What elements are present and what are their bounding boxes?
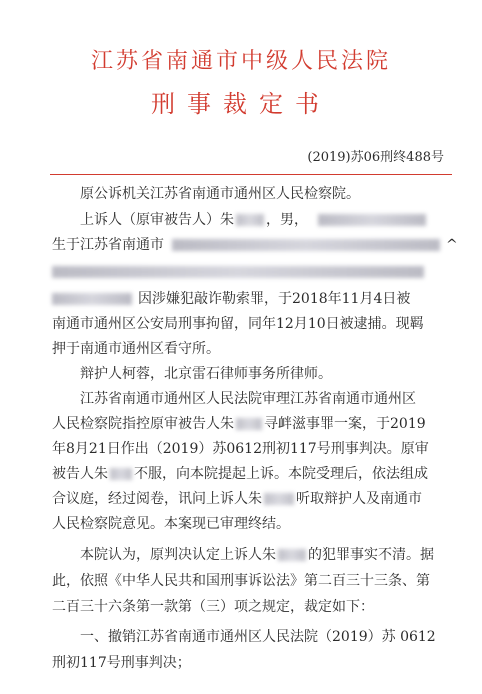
court-name: 江苏省南通市中级人民法院 xyxy=(90,49,391,74)
text-span: 寻衅滋事罪一案，于2019 xyxy=(264,416,426,432)
defender-line: 辩护人柯蓉，北京雷石律师事务所律师。 xyxy=(80,366,332,382)
redaction-mark xyxy=(264,493,294,505)
redaction-mark xyxy=(318,214,426,226)
text-span: 的犯罪事实不清。据 xyxy=(308,547,434,563)
appellant-tail-mark: ^ xyxy=(446,237,458,253)
appellant-birth: 生于江苏省南通市 xyxy=(52,237,164,253)
text-span: 人民检察院指控原审被告人朱 xyxy=(52,416,234,432)
redaction-mark xyxy=(52,293,132,305)
paragraph-2-line-3: 二百三十六条第一款第（三）项之规定，裁定如下： xyxy=(52,599,374,615)
appellant-line-4: 南通市通州区公安局刑事拘留，同年12月10日被逮捕。现羁 xyxy=(52,316,424,332)
paragraph-1-line-6: 人民检察院意见。本案现已审理终结。 xyxy=(52,516,290,532)
redaction-mark xyxy=(110,468,132,480)
appellant-line-1 xyxy=(80,212,308,228)
paragraph-1-line-1: 江苏省南通市通州区人民法院审理江苏省南通市通州区 xyxy=(80,391,416,407)
document-title: 刑事裁定书 xyxy=(151,90,331,118)
ruling-1-line-1: 一、撤销江苏省南通市通州区人民法院（2019）苏 0612 xyxy=(80,629,436,645)
redaction-mark xyxy=(172,239,440,251)
redaction-mark xyxy=(236,214,264,226)
case-number: (2019)苏06刑终488号 xyxy=(307,150,444,165)
ruling-1-line-2: 刑初117号刑事判决； xyxy=(52,655,191,671)
appellant-line-3: 因涉嫌犯敲诈勒索罪，于2018年11月4日被 xyxy=(138,291,411,307)
appellant-text-b: ，男， xyxy=(266,212,308,228)
redaction-mark xyxy=(278,549,306,561)
appellant-line-2 xyxy=(52,237,164,253)
text-span: 本院认为，原判决认定上诉人朱 xyxy=(80,547,276,563)
paragraph-1-line-2 xyxy=(52,416,426,432)
redaction-mark xyxy=(236,418,262,430)
text-span: 听取辩护人及南通市 xyxy=(296,491,422,507)
paragraph-1-line-5 xyxy=(52,491,422,507)
text-span: 被告人朱 xyxy=(52,466,108,482)
paragraph-1-line-3: 年8月21日作出（2019）苏0612刑初117号刑事判决。原审 xyxy=(52,441,429,457)
text-span: 不服，向本院提起上诉。本院受理后，依法组成 xyxy=(134,466,428,482)
paragraph-1-line-4 xyxy=(52,466,428,482)
header-divider xyxy=(50,174,452,175)
appellant-text-a: 上诉人（原审被告人）朱 xyxy=(80,212,234,228)
paragraph-2-line-2: 此，依照《中华人民共和国刑事诉讼法》第二百三十三条、第 xyxy=(52,573,430,589)
text-span: 合议庭，经过阅卷，讯问上诉人朱 xyxy=(52,491,262,507)
prosecutor-line: 原公诉机关江苏省南通市通州区人民检察院。 xyxy=(80,186,360,202)
paragraph-2-line-1 xyxy=(80,547,434,563)
appellant-line-5: 押于南通市通州区看守所。 xyxy=(52,341,220,357)
redaction-mark xyxy=(52,266,424,278)
